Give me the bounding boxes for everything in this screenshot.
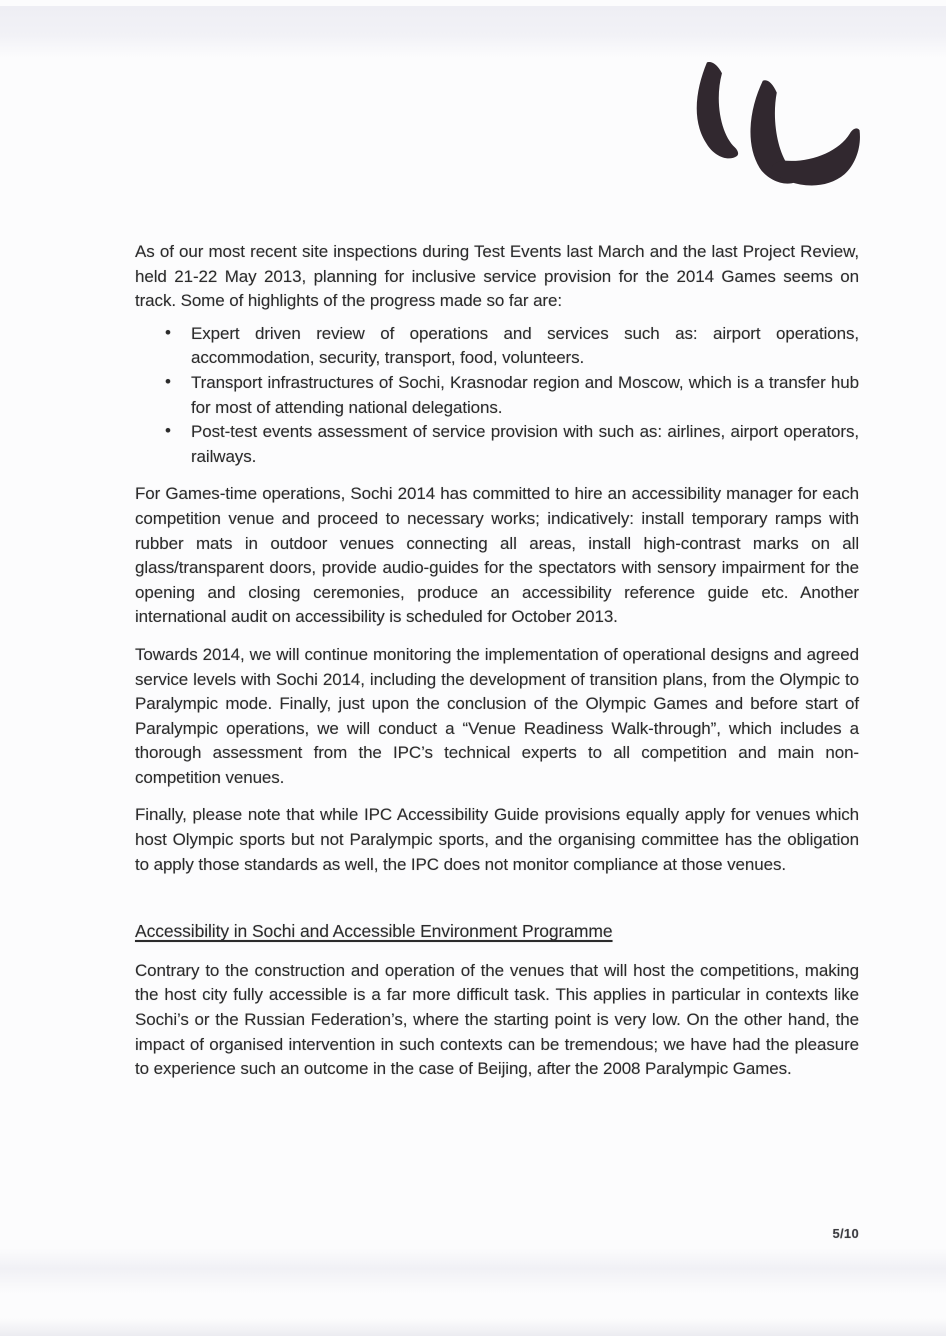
document-body (135, 240, 859, 1095)
paragraph-games-time: For Games-time operations, Sochi 2014 has committed to hire an accessibility manager for each competition venue and proceed to necessary works; indicatively: install temporary ramps with rubber mats in outdoor venues connecting all areas, install high-contrast marks on all glass/transparent doors, provide audio-guides for the spectators with sensory impairment for the opening and closing ceremonies, produce an accessibility reference guide etc. Another international audit on accessibility is scheduled for October 2013. (135, 484, 859, 627)
bullet-text: Post-test events assessment of service provision with such as: airlines, airport operators, railways. (191, 422, 859, 466)
bullet-item (135, 322, 859, 371)
bullet-text: Transport infrastructures of Sochi, Krasnodar region and Moscow, which is a transfer hub for most of attending national delegations. (191, 372, 859, 417)
scan-artifact-bottom (0, 1248, 946, 1294)
highlights-bullet-list (135, 322, 859, 470)
bullet-text: Expert driven review of operations and services such as: airport operations, accommodation, security, transport, food, volunteers. (191, 323, 859, 368)
ipc-agitos-logo-icon (694, 62, 866, 192)
ipc-agitos-logo-svg (694, 62, 866, 192)
scan-artifact-bottom-edge (0, 1318, 946, 1336)
bullet-marker: • (165, 421, 171, 441)
bullet-item (135, 420, 859, 469)
page-number: 5/10 (832, 1226, 859, 1241)
bullet-marker: • (165, 322, 171, 342)
paragraph-intro: As of our most recent site inspections during Test Events last March and the last Project Review, held 21-22 May 2013, planning for inclusive service provision for the 2014 Games seems on track. Some of highlights of the progress made so far are: (135, 242, 859, 311)
scan-artifact-top (0, 6, 946, 58)
bullet-item (135, 371, 859, 420)
paragraph-finally-note: Finally, please note that while IPC Accessibility Guide provisions equally apply for venues which host Olympic sports but not Paralympic sports, and the organising committee has the obligation to apply those standards as well, the IPC does not monitor compliance at those venues. (135, 805, 859, 874)
section-heading: Accessibility in Sochi and Accessible Environment Programme (135, 921, 613, 942)
paragraph-contrary: Contrary to the construction and operation of the venues that will host the competitions, making the host city fully accessible is a far more difficult task. This applies in particular in contexts like Sochi’s or the Russian Federation’s, where the starting point is very low. On the other hand, the impact of organised intervention in such contexts can be tremendous; we have had the pleasure to experience such an outcome in the case of Beijing, after the 2008 Paralympic Games. (135, 960, 859, 1079)
bullet-marker: • (165, 371, 171, 391)
paragraph-towards-2014: Towards 2014, we will continue monitoring the implementation of operational designs and agreed service levels with Sochi 2014, including the development of transition plans, from the Olympic to Paralympic mode. Finally, just upon the conclusion of the Olympic Games and before start of Paralympic operations, we will conduct a “Venue Readiness Walk-through”, which includes a thorough assessment from the IPC’s technical experts to all competition and main non-competition venues. (135, 644, 859, 787)
